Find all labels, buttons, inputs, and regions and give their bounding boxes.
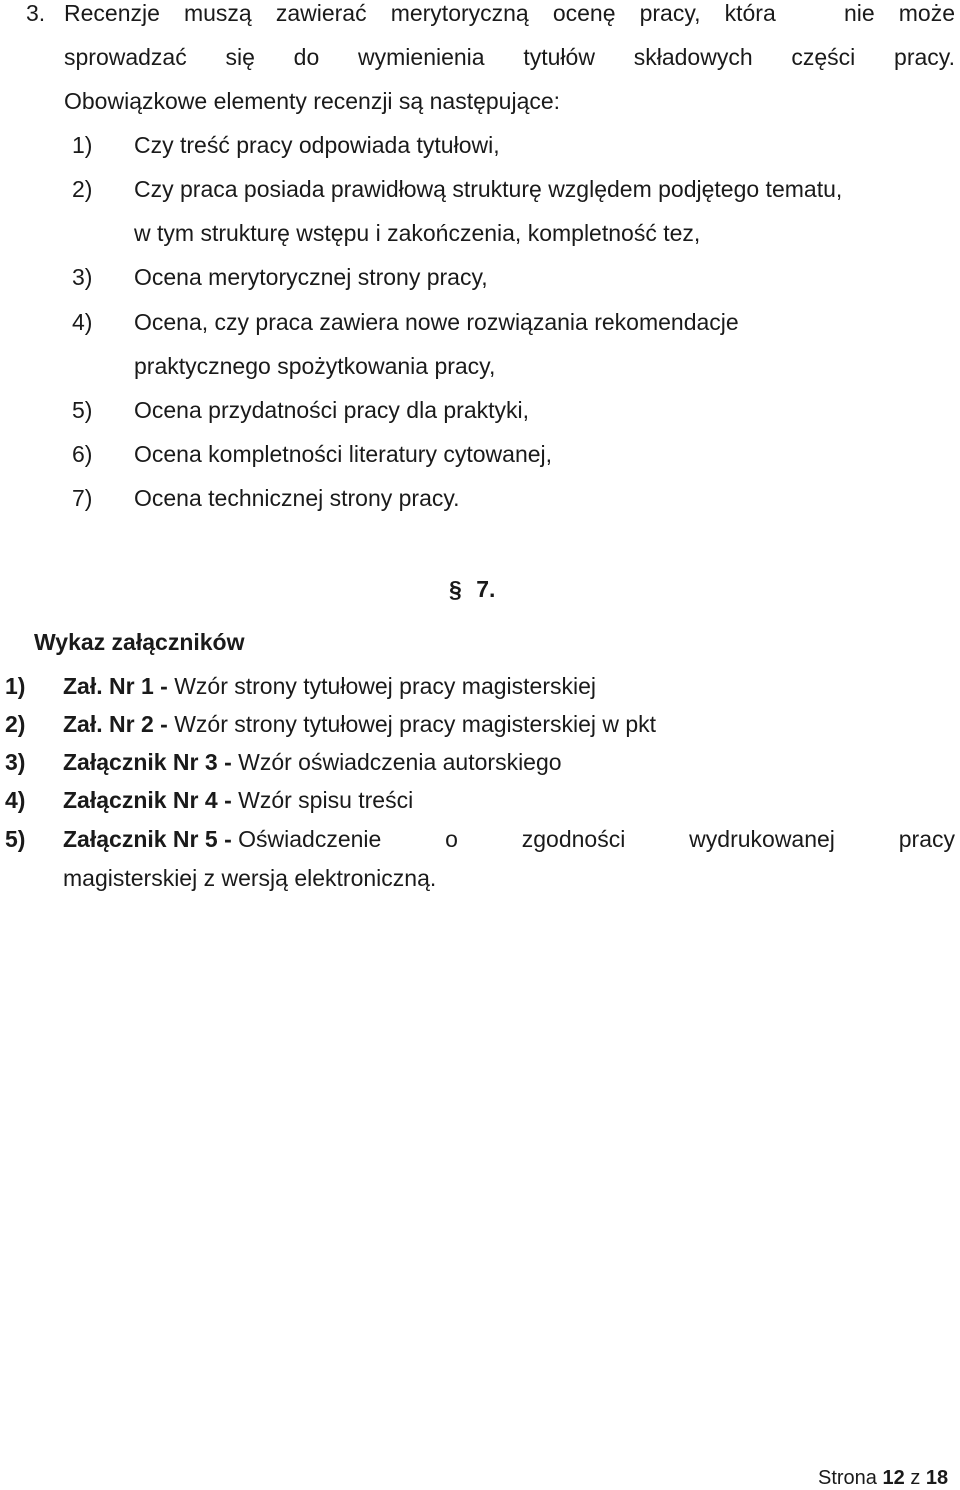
attachment-text: Wzór strony tytułowej pracy magisterskiej w pkt <box>174 711 657 737</box>
word: merytoryczną <box>390 0 529 26</box>
word: wydrukowanej <box>689 826 835 852</box>
attachment-number: 3) <box>5 749 26 775</box>
review-item-number: 3) <box>72 264 93 290</box>
attachment-number: 2) <box>5 711 26 737</box>
footer-prefix: Strona <box>818 1467 877 1489</box>
review-item-text: Ocena, czy praca zawiera nowe rozwiązania rekomendacje <box>134 309 739 335</box>
review-item-text: Ocena merytorycznej strony pracy, <box>134 264 488 290</box>
section-symbol: § <box>449 576 462 602</box>
word: części <box>791 44 856 70</box>
attachment-item <box>63 787 413 814</box>
review-item-text: Ocena kompletności literatury cytowanej, <box>134 441 553 467</box>
para3-number: 3. <box>26 0 46 26</box>
word: o <box>445 826 458 852</box>
review-item-number: 5) <box>72 397 93 423</box>
word: muszą <box>183 0 252 26</box>
footer-total: 18 <box>925 1467 949 1489</box>
section-heading <box>449 576 495 603</box>
review-item-text: praktycznego spożytkowania pracy, <box>134 353 496 379</box>
footer-page: 12 <box>882 1467 905 1489</box>
word: pracy. <box>894 44 955 70</box>
word: nie <box>843 0 875 26</box>
word: składowych <box>633 44 753 70</box>
attachment-item <box>63 673 596 700</box>
review-item-text: Ocena przydatności pracy dla praktyki, <box>134 397 530 423</box>
attachment-label: Załącznik Nr 5 - <box>63 826 232 852</box>
attachment-number: 1) <box>5 673 26 699</box>
word: wymienienia <box>358 44 485 70</box>
review-item-text: Czy treść pracy odpowiada tytułowi, <box>134 132 500 158</box>
attachment-label: Zał. Nr 1 - <box>63 673 168 699</box>
word: zawierać <box>275 0 367 26</box>
word: zgodności <box>521 826 626 852</box>
attachment-text: Oświadczenie <box>238 826 382 852</box>
word: Recenzje <box>64 0 160 26</box>
attachment-label: Załącznik Nr 3 - <box>63 749 232 775</box>
section-number: 7. <box>476 576 496 602</box>
word: się <box>225 44 255 70</box>
review-item-number: 4) <box>72 309 93 335</box>
word: do <box>293 44 320 70</box>
para3-line2 <box>64 44 955 71</box>
page-footer <box>818 1467 948 1490</box>
attachment-item <box>63 711 656 738</box>
word: ocenę <box>552 0 616 26</box>
word: sprowadzać <box>64 44 187 70</box>
review-item-text: Czy praca posiada prawidłową strukturę względem podjętego tematu, <box>134 176 843 202</box>
word: która <box>724 0 776 26</box>
attachment-continuation: magisterskiej z wersją elektroniczną. <box>63 865 437 891</box>
review-item-text: Ocena technicznej strony pracy. <box>134 485 460 511</box>
review-item-text: w tym strukturę wstępu i zakończenia, kompletność tez, <box>134 220 701 246</box>
para3-intro: Obowiązkowe elementy recenzji są następujące: <box>64 88 561 114</box>
attachment-number: 5) <box>5 826 26 852</box>
review-item-number: 6) <box>72 441 93 467</box>
attachment-text: Wzór oświadczenia autorskiego <box>238 749 562 775</box>
attachment-text: Wzór strony tytułowej pracy magisterskiej <box>174 673 596 699</box>
review-item-number: 1) <box>72 132 93 158</box>
attachment-text: Wzór spisu treści <box>238 787 414 813</box>
word: pracy, <box>639 0 701 26</box>
attachment-number: 4) <box>5 787 26 813</box>
attachments-heading: Wykaz załączników <box>34 629 245 655</box>
review-item-number: 7) <box>72 485 93 511</box>
footer-middle: z <box>910 1467 921 1489</box>
attachment-label: Zał. Nr 2 - <box>63 711 168 737</box>
attachment-item <box>63 749 562 776</box>
word: może <box>898 0 955 26</box>
word: pracy <box>898 826 955 852</box>
attachment-label: Załącznik Nr 4 - <box>63 787 232 813</box>
review-item-number: 2) <box>72 176 93 202</box>
word: tytułów <box>523 44 595 70</box>
attachment-lead <box>63 826 381 853</box>
para3-line1 <box>64 0 955 27</box>
attachment-item <box>63 826 955 853</box>
